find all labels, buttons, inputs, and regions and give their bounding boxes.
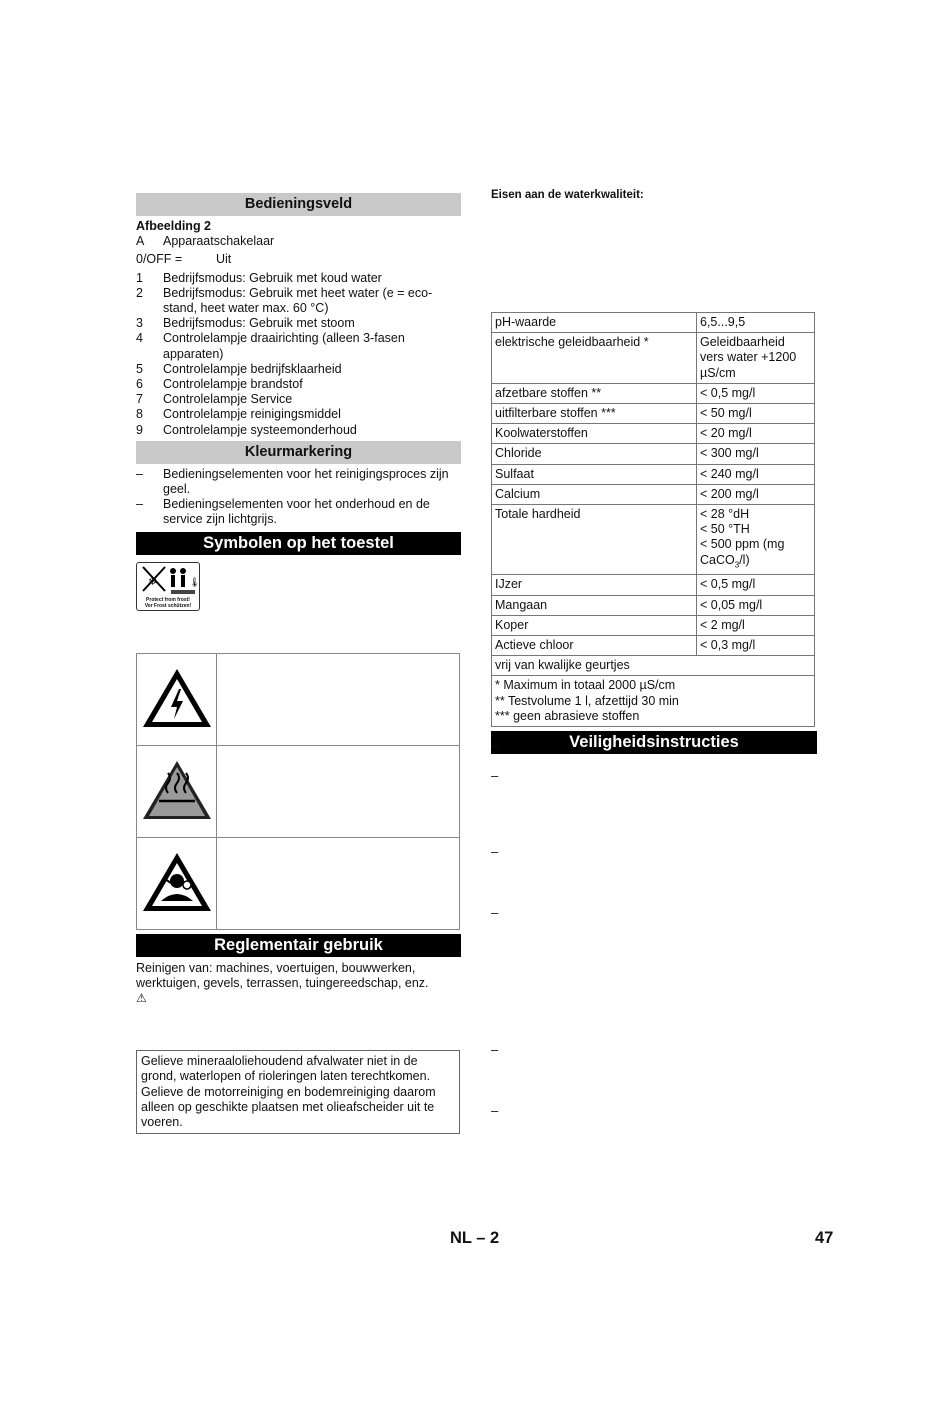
limit-cell [697,313,815,333]
limit-value: /l) [739,552,750,567]
table-row [492,575,815,595]
limit-cell [697,333,815,384]
item-text: Apparaatschakelaar [163,234,275,249]
table-row [492,313,815,333]
param-name: Chloride [495,446,542,461]
param-cell [492,383,697,403]
limit-cell [697,505,815,575]
param-name: Actieve chloor [495,637,574,652]
list-item [136,467,461,497]
page-number: 47 [815,1229,834,1247]
limit-value: < 0,5 mg/l [700,385,756,400]
table-row [492,464,815,484]
item-key: 4 [136,331,143,346]
param-cell [492,404,697,424]
limit-cell [697,444,815,464]
high-pressure-jet-icon [137,837,217,929]
item-key: – [136,466,143,481]
param-cell [492,484,697,504]
footer-section-label: NL – 2 [450,1229,500,1247]
list-item [136,331,461,361]
param-name: Calcium [495,486,541,501]
item-text: Bedieningselementen voor het onderhoud en de service zijn lichtgrijs. [163,497,430,527]
limit-value: < 28 °dH [700,507,750,522]
warning-text-cell [217,837,460,929]
frost-text-de: Vor Frost schützen! [144,602,192,609]
table-row [492,404,815,424]
section-header-bedieningsveld: Bedieningsveld [136,193,461,216]
param-name: elektrische geleidbaarheid * [495,335,649,350]
item-key: 9 [136,422,143,437]
hot-surface-icon [137,745,217,837]
off-row [136,252,461,267]
warning-text-cell [217,653,460,745]
list-item [136,316,461,331]
param-name: Koolwaterstoffen [495,426,588,441]
frost-warning-label-icon [136,562,200,611]
svg-text:🌡: 🌡 [189,577,201,588]
warning-text-cell [217,745,460,837]
item-text: Controlelampje Service [163,392,293,407]
limit-value: < 0,3 mg/l [700,637,756,652]
warning-symbols-table [136,653,460,930]
param-cell [492,333,697,384]
table-row [492,656,815,676]
item-key: 8 [136,407,143,422]
list-dash: – [491,1103,499,1118]
limit-value: < 0,5 mg/l [700,577,756,592]
limit-cell [697,635,815,655]
list-item [136,271,461,286]
environment-note: Gelieve mineraaloliehoudend afvalwater niet in de grond, waterlopen of rioleringen laten terechtkomen. Gelieve de motorreiniging en bodemreiniging daarom alleen op geschikte plaatsen met olieafscheider uit te voeren. [136,1050,460,1134]
param-name: Koper [495,617,529,632]
item-key: 7 [136,392,143,407]
item-key: 1 [136,270,143,285]
limit-cell [697,575,815,595]
item-text: Bedrijfsmodus: Gebruik met stoom [163,316,355,331]
figure-label: Afbeelding 2 [136,219,212,233]
footnote: ** Testvolume 1 l, afzettijd 30 min [495,693,679,708]
param-cell [492,575,697,595]
left-column [136,193,461,1134]
limit-value: < 50 °TH [700,522,750,537]
list-dash: – [491,768,499,783]
footnote: * Maximum in totaal 2000 µS/cm [495,678,676,693]
table-row [492,635,815,655]
item-key: 2 [136,285,143,300]
limit-value: < 0,05 mg/l [700,597,763,612]
item-key: A [136,234,145,249]
param-name: Totale hardheid [495,507,581,522]
limit-cell [697,383,815,403]
list-item [136,234,461,249]
footnote-cell [492,676,815,727]
item-text: Controlelampje reinigingsmiddel [163,407,341,422]
param-cell [492,635,697,655]
limit-value: < 20 mg/l [700,426,752,441]
list-item [136,497,461,527]
off-value: Uit [216,252,232,267]
list-item [136,362,461,377]
param-name: afzetbare stoffen ** [495,385,602,400]
param-name: uitfilterbare stoffen *** [495,406,616,421]
table-row [492,424,815,444]
param-name: Mangaan [495,597,548,612]
usage-text: Reinigen van: machines, voertuigen, bouwwerken, werktuigen, gevels, terrassen, tuingereedschap, enz. [136,960,429,990]
item-key: – [136,497,143,512]
limit-cell [697,595,815,615]
table-row [492,333,815,384]
item-text: Controlelampje draairichting (alleen 3-fasen apparaten) [163,331,405,361]
section-header-reglementair: Reglementair gebruik [136,934,461,957]
param-cell [492,464,697,484]
table-row [492,676,815,727]
section-header-veiligheid: Veiligheidsinstructies [491,731,817,754]
limit-value: 6,5...9,5 [700,315,746,329]
list-item [136,407,461,422]
off-key: 0/OFF = [136,252,183,267]
limit-value: < 500 ppm (mg [700,537,785,552]
table-row [492,595,815,615]
right-column [491,189,816,754]
limit-cell [697,404,815,424]
limit-cell [697,424,815,444]
list-dash: – [491,1042,499,1057]
table-row [492,505,815,575]
limit-value: < 50 mg/l [700,406,752,421]
list-dash: – [491,905,499,920]
water-quality-table [491,312,815,727]
param-name: IJzer [495,577,523,592]
limit-cell [697,484,815,504]
warning-triangle-icon: ⚠ [136,991,147,1006]
limit-value: < 2 mg/l [700,617,745,632]
item-text: Controlelampje bedrijfsklaarheid [163,361,342,376]
section-header-kleurmarkering: Kleurmarkering [136,441,461,464]
item-text: Bedrijfsmodus: Gebruik met heet water (e = eco-stand, heet water max. 60 °C) [163,285,433,316]
list-item [136,392,461,407]
param-cell [492,615,697,635]
limit-value: < 300 mg/l [700,446,759,461]
param-cell [492,595,697,615]
table-row [492,383,815,403]
limit-value: CaCO [700,552,735,567]
footnote: *** geen abrasieve stoffen [495,708,640,723]
item-key: 5 [136,361,143,376]
param-cell [492,313,697,333]
param-cell [492,505,697,575]
water-quality-title: Eisen aan de waterkwaliteit: [491,189,644,201]
table-row [492,615,815,635]
section-header-symbolen: Symbolen op het toestel [136,532,461,555]
limit-cell [697,615,815,635]
subscript: 3 [734,560,740,570]
color-list [136,467,461,528]
limit-value: < 200 mg/l [700,486,759,501]
item-text: Controlelampje brandstof [163,377,303,392]
param-name: pH-waarde [495,315,557,329]
list-item [136,377,461,392]
item-key: 6 [136,377,143,392]
frost-text-en: Protect from frost! [146,596,190,603]
table-row [492,444,815,464]
list-dash: – [491,844,499,859]
limit-value: < 240 mg/l [700,466,759,481]
svg-text:❄: ❄ [148,574,158,588]
list-item [136,423,461,438]
limit-cell [697,464,815,484]
list-item [136,286,461,316]
param-cell [492,424,697,444]
item-key: 3 [136,316,143,331]
odor-cell: vrij van kwalijke geurtjes [492,656,815,676]
param-cell [492,444,697,464]
list-dash: – [491,738,499,753]
param-name: Sulfaat [495,466,534,481]
electric-hazard-icon [137,653,217,745]
control-list [136,271,461,438]
limit-value: Geleidbaarheid vers water +1200 µS/cm [700,335,797,380]
item-text: Controlelampje systeemonderhoud [163,422,357,437]
table-row [492,484,815,504]
item-text: Bedieningselementen voor het reinigingsproces zijn geel. [163,466,449,497]
item-text: Bedrijfsmodus: Gebruik met koud water [163,270,382,285]
